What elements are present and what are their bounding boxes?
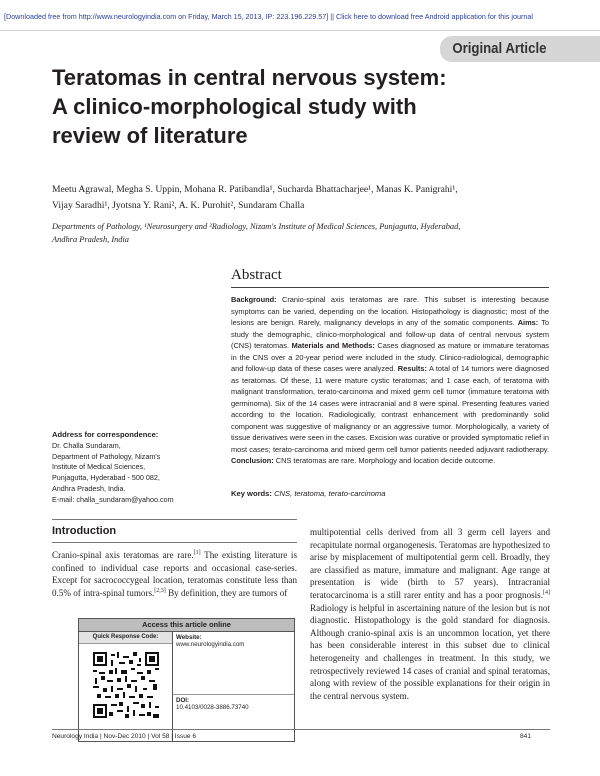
correspondence-email[interactable]: E-mail: challa_sundaram@yahoo.com — [52, 494, 174, 504]
author-line-2: Vijay Saradhi¹, Jyotsna Y. Rani², A. K. Purohit², Sundaram Challa — [52, 200, 305, 211]
background-label: Background: — [231, 295, 277, 304]
section-label: Original Article — [452, 40, 547, 57]
affiliation-line-1: Departments of Pathology, ¹Neurosurgery and ²Radiology, Nizam's Institute of Medical Sciences, Punjagutta, Hyderabad, — [52, 222, 461, 231]
footer-divider — [52, 729, 550, 730]
article-title — [52, 63, 572, 150]
access-online-box — [78, 618, 295, 742]
correspondence-line: Dr. Challa Sundaram, — [52, 440, 121, 450]
top-divider — [0, 30, 600, 31]
access-details — [173, 632, 294, 741]
qr-code-icon[interactable] — [93, 652, 159, 718]
section-label-tab — [440, 36, 600, 62]
citation-ref[interactable]: [1] — [193, 549, 201, 556]
intro-text: By definition, they are tumors of — [165, 587, 288, 598]
doi-label: DOI: — [176, 697, 190, 704]
download-banner-link[interactable]: [Downloaded free from http://www.neurologyindia.com on Friday, March 15, 2013, IP: 223.196.229.57] || Click here to download free Android application for this journal — [4, 12, 533, 21]
citation-ref[interactable]: [2,3] — [154, 587, 166, 594]
introduction-bottom-rule — [52, 542, 297, 543]
abstract-body — [231, 294, 549, 467]
methods-label: Materials and Methods: — [291, 341, 375, 350]
abstract-heading: Abstract — [231, 267, 282, 283]
author-list — [52, 182, 572, 214]
doi-cell — [173, 694, 294, 713]
website-cell — [173, 632, 294, 650]
keywords — [231, 489, 549, 498]
aims-text: To study the demographic, clinico-morphological and follow-up data of central nervous system (CNS) teratomas. — [231, 318, 549, 350]
title-line-2: A clinico-morphological study with — [52, 94, 417, 119]
doi-link[interactable]: 10.4103/0028-3886.73740 — [176, 704, 249, 711]
page-number: 841 — [520, 733, 532, 740]
title-line-3: review of literature — [52, 123, 248, 148]
intro-text: The existing literature is confined to individual case reports and occasional case-series. Except for sacrococcygeal location, teratomas constitute less than 0.5% of intra-spinal tumors. — [52, 550, 297, 598]
footer-citation: Neurology India | Nov-Dec 2010 | Vol 58 | Issue 6 — [52, 733, 197, 740]
citation-ref[interactable]: [4] — [543, 589, 550, 596]
aims-label: Aims: — [517, 318, 539, 327]
website-label: Website: — [176, 634, 202, 641]
results-label: Results: — [397, 364, 427, 373]
introduction-heading: Introduction — [52, 525, 117, 537]
introduction-column-1 — [52, 549, 297, 599]
correspondence-line: Department of Pathology, Nizam's — [52, 451, 161, 461]
correspondence-line: Institute of Medical Sciences, — [52, 462, 146, 472]
correspondence-line: Punjagutta, Hyderabad - 500 082, — [52, 473, 160, 483]
correspondence-heading: Address for correspondence: — [52, 430, 159, 439]
affiliation-line-2: Andhra Pradesh, India — [52, 235, 129, 244]
results-text: A total of 14 tumors were diagnosed as teratomas. Of these, 11 were mature cystic teratomas; and 1 case each, of teratoma with malignant transformation, terato-carcinoma and mixed germ cell tumor (immature teratoma with germinoma). Six of the 14 cases were intracranial and 8 were spinal. Presenting features varied according to the location. Radiologically, contrast enhancement with predominantly solid component was suggestive of malignancy or an aggressive tumor. Morphologically, a variety of tissue derivatives were seen in the cases. Excision was curative or provided symptomatic relief in most cases; terato-carcinoma and mixed germ cell tumor patients needed adjuvant radiotherapy. — [231, 364, 549, 454]
intro-text: Cranio-spinal axis teratomas are rare. — [52, 550, 194, 560]
access-heading: Access this article online — [79, 619, 294, 632]
website-link[interactable]: www.neurologyindia.com — [176, 641, 245, 648]
correspondence-line: Andhra Pradesh, India. — [52, 483, 126, 493]
introduction-top-rule — [52, 519, 297, 520]
qr-label: Quick Response Code: — [79, 632, 172, 644]
introduction-column-2 — [310, 526, 550, 702]
keywords-label: Key words: — [231, 489, 272, 498]
background-text: Cranio-spinal axis teratomas are rare. This subset is interesting because symptoms can be varied, depending on the location. Histopathology is diagnostic; most of the lesions are benign. Rarely, malignancy develops in any of the somatic components. — [231, 295, 549, 327]
correspondence-block — [52, 430, 212, 506]
intro-text: Radiology is helpful in ascertaining nature of the lesion but is not diagnostic. Histopathology is the gold standard for diagnosis. Although cranio-spinal axis is an uncommon location, yet there has been considerable interest in this subset due to clinical heterogeneity and challenges in treatment. In this study, we retrospectively reviewed 14 cases of cranial and spinal teratomas, along with review of the possible explanations for their origin in the central nervous system. — [310, 602, 550, 701]
keywords-text: CNS, teratoma, terato-carcinoma — [274, 489, 386, 498]
title-line-1: Teratomas in central nervous system: — [52, 65, 447, 90]
methods-text: Cases diagnosed as mature or immature teratomas in the CNS over a 20-year period were included in the study. Clinico-radiological, demographic and follow-up data of these cases were analyzed. — [231, 341, 549, 373]
affiliations — [52, 220, 572, 246]
conclusion-label: Conclusion: — [231, 456, 274, 465]
intro-text: multipotential cells derived from all 3 germ cell layers and recapitulate normal organogenesis. Teratomas are hypothesized to arise by misplacement of multipotential germ cell. Broadly, they are classified as mature, immature and malignant. Age range at presentation is wide (birth to 57 years). Intracranial teratocarcinoma is a still rarer entity and has a poor prognosis. — [310, 527, 550, 600]
author-line-1: Meetu Agrawal, Megha S. Uppin, Mohana R. Patibandla¹, Sucharda Bhattacharjee¹, Manas K. Panigrahi¹, — [52, 184, 458, 195]
abstract-divider — [231, 287, 549, 288]
qr-panel — [79, 632, 173, 741]
conclusion-text: CNS teratomas are rare. Morphology and location decide outcome. — [275, 456, 496, 465]
